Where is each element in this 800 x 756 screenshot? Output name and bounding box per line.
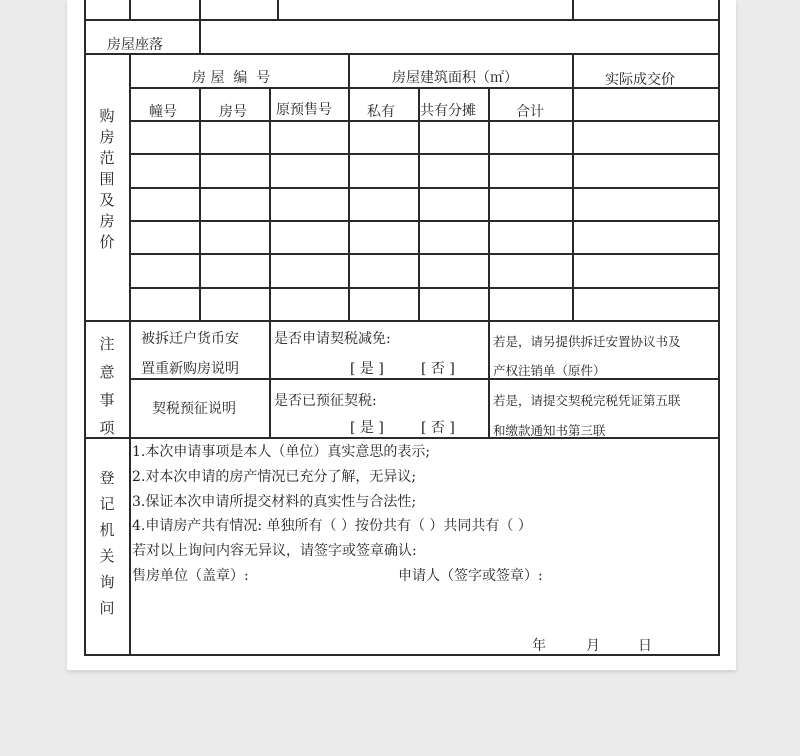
house-location-label: 房屋座落 (107, 37, 163, 53)
table-row[interactable] (130, 121, 718, 153)
pre-tax-note-line2: 和缴款通知书第三联 (493, 423, 606, 438)
inquiry-line-3: 3.保证本次申请所提交材料的真实性与合法性; (132, 494, 417, 510)
table-row[interactable] (130, 154, 718, 187)
grid-line (84, 320, 719, 322)
relocation-label-line2: 置重新购房说明 (141, 361, 239, 377)
date-month: 月 (586, 638, 600, 654)
tax-reduction-note-line1: 若是，请另提供拆迁安置协议书及 (493, 334, 681, 349)
purchase-scope-side-label: 购 房 范 围 及 房 价 (99, 107, 115, 251)
grid-line (199, 0, 201, 20)
grid-line (129, 0, 131, 20)
grid-line (84, 437, 719, 439)
tax-reduction-question: 是否申请契税减免: (274, 331, 391, 347)
document-page (67, 0, 736, 670)
grid-line (269, 320, 271, 438)
grid-line (84, 53, 719, 55)
tax-reduction-no-option[interactable]: [ 否 ] (421, 361, 455, 377)
pre-tax-no-option[interactable]: [ 否 ] (421, 420, 455, 436)
inquiry-line-4-ownership: 4.申请房产共有情况: 单独所有（ ）按份共有（ ）共同共有（ ） (132, 518, 532, 534)
grid-line (277, 0, 279, 20)
inquiry-line-1: 1.本次申请事项是本人（单位）真实意思的表示; (132, 444, 431, 460)
relocation-label-line1: 被拆迁户货币安 (141, 331, 239, 347)
building-no-header: 幢号 (149, 104, 177, 120)
grid-line (84, 0, 86, 656)
tax-reduction-yes-option[interactable]: [ 是 ] (350, 361, 384, 377)
grid-line (488, 320, 490, 438)
pre-tax-question: 是否已预征契税: (274, 393, 377, 409)
inquiry-line-5: 若对以上询问内容无异议，请签字或签章确认: (132, 543, 417, 559)
house-number-header: 房 屋 编 号 (192, 70, 271, 86)
grid-line (84, 654, 719, 656)
pre-tax-note-line1: 若是，请提交契税完税凭证第五联 (493, 393, 681, 408)
pre-tax-label: 契税预征说明 (152, 401, 236, 417)
price-header: 实际成交价 (605, 72, 675, 88)
notes-side-label: 注 意 事 项 (99, 335, 115, 437)
inquiry-line-2: 2.对本次申请的房产情况已充分了解，无异议; (132, 469, 417, 485)
inquiry-side-label: 登 记 机 关 询 问 (99, 469, 115, 617)
presale-no-header: 原预售号 (276, 102, 332, 118)
area-header: 房屋建筑面积（㎡） (392, 70, 518, 86)
table-row[interactable] (130, 254, 718, 287)
date-day: 日 (638, 638, 652, 654)
table-row[interactable] (130, 188, 718, 220)
tax-reduction-note-line2: 产权注销单（原件） (493, 363, 606, 378)
pre-tax-yes-option[interactable]: [ 是 ] (350, 420, 384, 436)
applicant-signature-label: 申请人（签字或签章）: (398, 568, 543, 584)
date-year: 年 (532, 638, 546, 654)
table-row[interactable] (130, 288, 718, 320)
grid-line (129, 378, 719, 380)
grid-line (718, 0, 720, 656)
house-location-input[interactable] (200, 20, 718, 53)
table-row[interactable] (130, 221, 718, 253)
room-no-header: 房号 (219, 104, 247, 120)
seller-seal-label: 售房单位（盖章）: (132, 568, 249, 584)
total-header: 合计 (516, 104, 544, 120)
private-header: 私有 (367, 104, 395, 120)
grid-line (572, 0, 574, 20)
shared-header: 共有分摊 (420, 103, 476, 119)
